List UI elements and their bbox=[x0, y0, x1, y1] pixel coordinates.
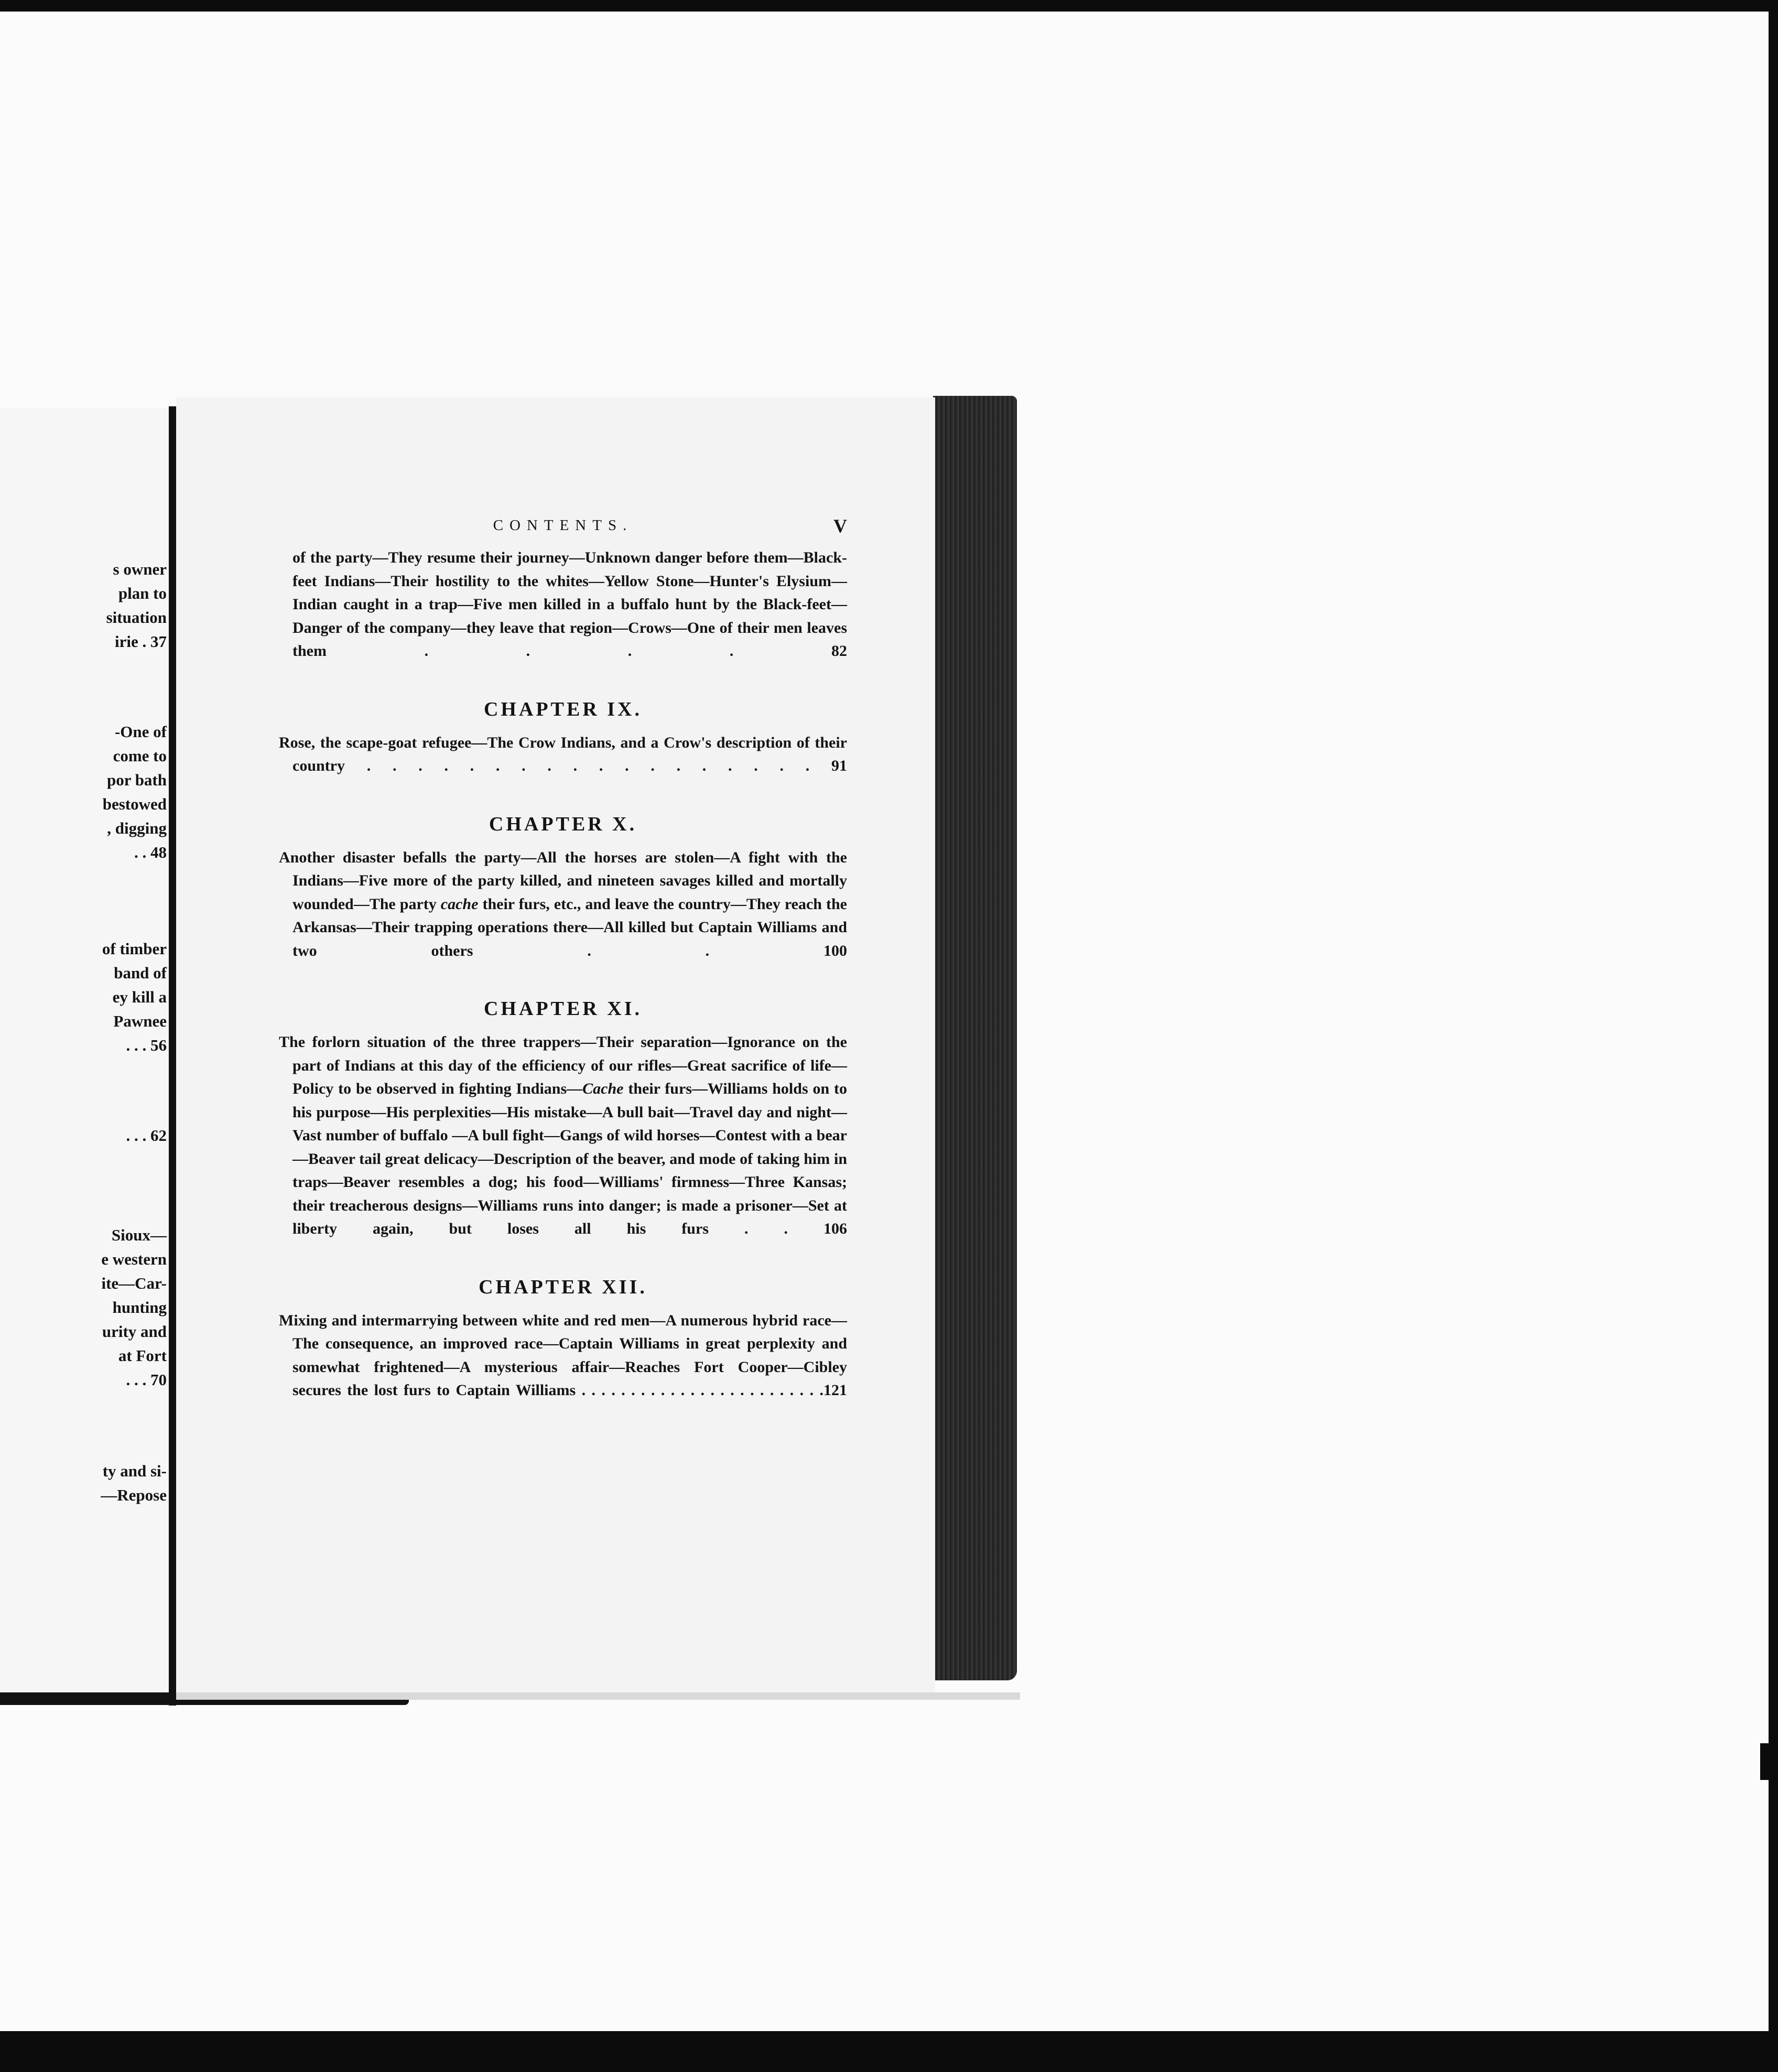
left-page-fragment: ite—Car- bbox=[101, 1274, 167, 1292]
chapter-heading: CHAPTER X. bbox=[489, 813, 637, 835]
chapter-heading: CHAPTER XI. bbox=[483, 998, 643, 1020]
left-page-fragment: Pawnee bbox=[113, 1012, 167, 1030]
chapter-summary-text: Mixing and intermarrying between white and red men—A numerous hybrid race—The consequence, an improved race—Captain Williams in great perplexity and somewhat frightened—A mysterious affair—Reaches Fort Cooper—Cibley secures the lost furs to Captain Williams . . . . . . . . . . . . . . . . . . . . . . . . .121 bbox=[279, 1311, 847, 1399]
chapter-summary bbox=[279, 1309, 847, 1402]
chapter-summary bbox=[279, 1031, 847, 1241]
left-page-fragment: e western bbox=[101, 1250, 167, 1268]
left-page-fragment: band of bbox=[114, 964, 167, 982]
chapter-entry bbox=[279, 698, 847, 778]
left-page-fragment: ty and si- bbox=[102, 1462, 167, 1480]
left-page-fragment: Sioux— bbox=[111, 1226, 167, 1244]
chapter-summary-text: Another disaster befalls the party—All the horses are stolen—A fight with the Indians—Five more of the party killed, and nineteen savages killed and mortally wounded—The party bbox=[279, 848, 847, 913]
chapter-entry bbox=[279, 997, 847, 1241]
scan-border-top bbox=[0, 0, 1778, 12]
left-page-fragment: . . . 56 bbox=[126, 1036, 167, 1054]
left-page-fragment: . . 48 bbox=[134, 843, 167, 861]
left-page-fragment: —Repose bbox=[101, 1486, 167, 1504]
left-page-fragment: at Fort bbox=[118, 1346, 167, 1365]
chapter-summary-italic: cache bbox=[440, 895, 479, 913]
left-page-fragment: . . . 62 bbox=[126, 1126, 167, 1145]
chapter-heading: CHAPTER IX. bbox=[483, 698, 643, 720]
chapter-summary bbox=[279, 846, 847, 963]
left-page-fragment: plan to bbox=[118, 584, 167, 602]
left-page-fragment: of timber bbox=[102, 940, 167, 958]
left-page-fragment: , digging bbox=[107, 819, 167, 837]
left-page-fragment: situation bbox=[106, 608, 167, 627]
scan-border-right bbox=[1769, 0, 1778, 2072]
left-page-fragment: -One of bbox=[114, 722, 167, 741]
chapter-summary-text: their furs—Williams holds on to his purpose—His perplexities—His mistake—A bull bait—Travel day and night—Vast number of buffalo —A bull fight—Gangs of wild horses—Contest with a bear—Beaver tail great delicacy—Description of the beaver, and mode of taking him in traps—Beaver resembles a dog; his food—Williams' firmness—Three Kansas; their treacherous designs—Williams runs into danger; is made a prisoner—Set at liberty again, but loses all his furs . . 106 bbox=[292, 1080, 847, 1237]
left-page-fragment: ey kill a bbox=[112, 988, 167, 1006]
chapter-summary-text: Rose, the scape-goat refugee—The Crow Indians, and a Crow's description of their country . . . . . . . . . . . . . . . . . . 91 bbox=[279, 733, 847, 774]
chapter-entry bbox=[279, 1276, 847, 1402]
left-facing-page bbox=[0, 408, 173, 1692]
left-page-fragment: bestowed bbox=[102, 795, 167, 813]
chapter-summary-text: The forlorn situation of the three trappers—Their separation—Ignorance on the part of Indians at this day of the efficiency of our rifles—Great sacrifice of life—Policy to be observed in fighting Indians— bbox=[279, 1033, 847, 1097]
page-block-edges bbox=[933, 396, 1017, 1680]
chapter-summary-text: their furs, etc., and leave the country—They reach the Arkansas—Their trapping operations there—All killed but Captain Williams and two others . . 100 bbox=[292, 895, 847, 959]
chapter-entry bbox=[279, 813, 847, 963]
page-number: V bbox=[833, 515, 847, 536]
scan-mark bbox=[1760, 1743, 1769, 1780]
chapter-summary bbox=[279, 731, 847, 778]
left-page-fragment: irie . 37 bbox=[115, 632, 167, 651]
page-bottom-edge bbox=[176, 1692, 1020, 1700]
left-page-fragment: . . . 70 bbox=[126, 1370, 167, 1389]
left-page-fragment: hunting bbox=[112, 1298, 167, 1316]
continued-contents-entry: of the party—They resume their journey—Unknown danger before them—Black-feet Indians—Their hostility to the whites—Yellow Stone—Hunter's Elysium—Indian caught in a trap—Five men killed in a buffalo hunt by the Black-feet—Danger of the company—they leave that region—Crows—One of their men leaves them . . . . 82 bbox=[292, 549, 847, 660]
left-page-fragment: come to bbox=[113, 747, 167, 765]
contents-page bbox=[176, 397, 935, 1692]
chapter-heading: CHAPTER XII. bbox=[479, 1276, 647, 1298]
left-page-fragment: urity and bbox=[102, 1322, 167, 1341]
running-head-title: CONTENTS. bbox=[493, 517, 633, 534]
contents-text-block bbox=[279, 517, 847, 1402]
left-page-fragment: por bath bbox=[107, 771, 167, 789]
chapter-summary-italic: Cache bbox=[582, 1080, 624, 1097]
scan-border-bottom bbox=[0, 2031, 1778, 2072]
running-head bbox=[279, 517, 847, 540]
left-page-fragment: s owner bbox=[113, 560, 167, 578]
book-gutter bbox=[169, 406, 176, 1706]
